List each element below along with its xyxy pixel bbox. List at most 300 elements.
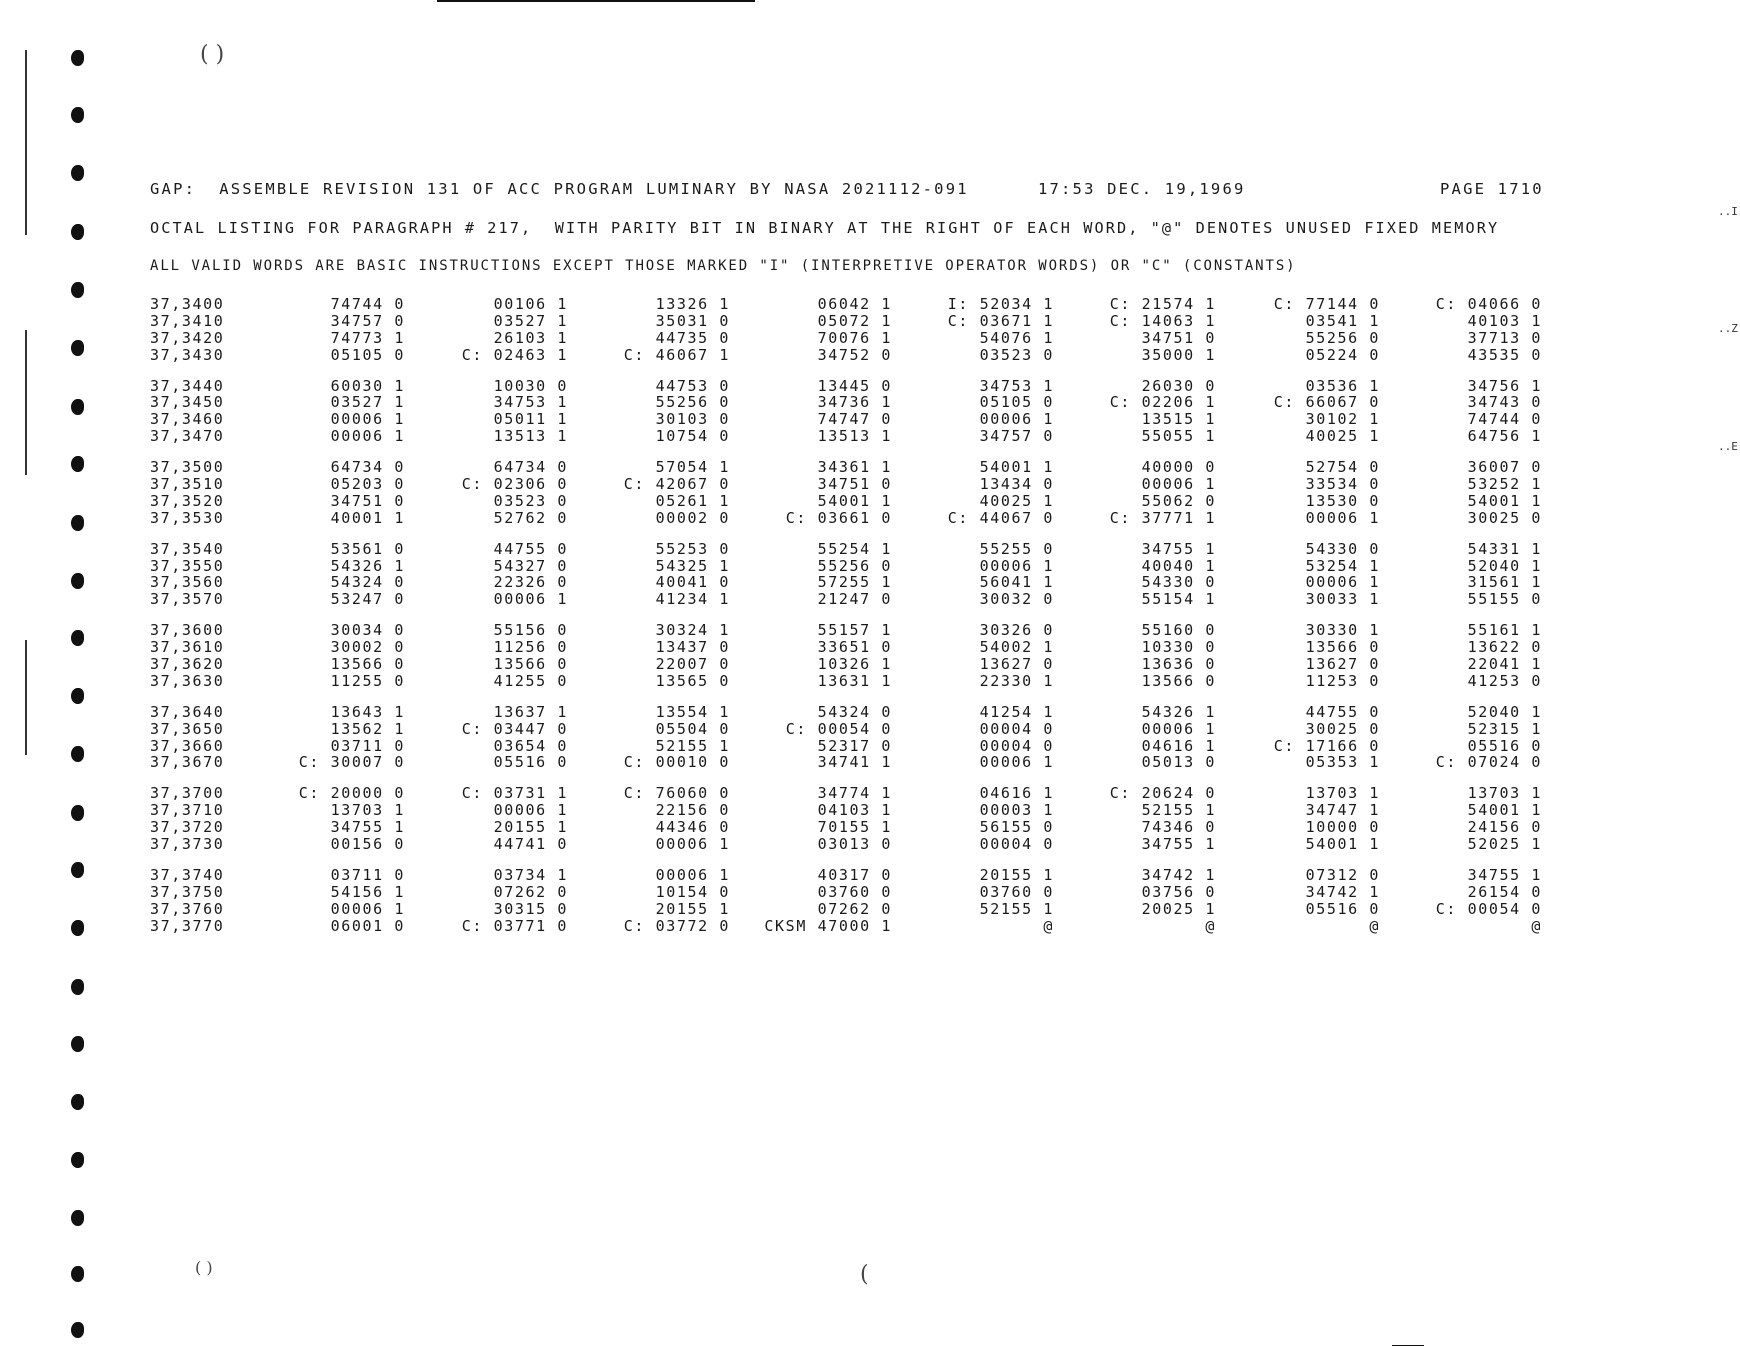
punch-hole: [71, 1266, 84, 1282]
memory-word-cell: 10330 0: [1141, 638, 1216, 657]
memory-word-cell: 00006 1: [493, 590, 568, 609]
address-cell: 37,3410: [150, 311, 225, 330]
memory-word-cell: 13627 0: [1305, 655, 1380, 674]
memory-word-cell: 41255 0: [493, 671, 568, 690]
memory-word-cell: 34774 1: [817, 784, 892, 803]
address-cell: 37,3760: [150, 899, 225, 918]
memory-word-cell: 31561 1: [1467, 573, 1542, 592]
memory-word-cell: 52762 0: [493, 508, 568, 527]
memory-word-cell: 34747 1: [1305, 801, 1380, 820]
memory-word-cell: 70155 1: [817, 818, 892, 837]
address-cell: 37,3560: [150, 573, 225, 592]
address-cell: 37,3570: [150, 590, 225, 609]
punch-hole: [71, 979, 84, 995]
memory-word-cell: 03527 1: [493, 311, 568, 330]
memory-word-cell: 55253 0: [655, 539, 730, 558]
memory-word-cell: 07262 0: [493, 882, 568, 901]
memory-word-cell: C: 00054 0: [785, 719, 892, 738]
punch-hole: [71, 1322, 84, 1338]
punch-hole: [71, 515, 84, 531]
memory-word-cell: 04616 1: [1141, 736, 1216, 755]
memory-word-cell: 13637 1: [493, 702, 568, 721]
punch-hole: [71, 1036, 84, 1052]
memory-word-cell: 34752 0: [817, 345, 892, 364]
scribble-mark: ( ): [195, 1258, 213, 1277]
memory-word-cell: 54001 1: [979, 458, 1054, 477]
memory-word-cell: 13566 0: [330, 655, 405, 674]
memory-word-cell: 03711 0: [330, 865, 405, 884]
memory-word-cell: C: 03731 1: [461, 784, 568, 803]
memory-word-cell: 55155 0: [1467, 590, 1542, 609]
memory-word-cell: 35031 0: [655, 311, 730, 330]
memory-word-cell: 03734 1: [493, 865, 568, 884]
memory-word-cell: 13703 1: [330, 801, 405, 820]
memory-word-cell: 34755 1: [1467, 865, 1542, 884]
memory-word-cell: 33651 0: [817, 638, 892, 657]
punch-hole: [71, 1094, 84, 1110]
address-cell: 37,3450: [150, 393, 225, 412]
memory-word-cell: 64734 0: [330, 458, 405, 477]
memory-word-cell: 44755 0: [1305, 702, 1380, 721]
memory-word-cell: 03711 0: [330, 736, 405, 755]
memory-word-cell: 00004 0: [979, 719, 1054, 738]
memory-word-cell: C: 37771 1: [1109, 508, 1216, 527]
memory-word-cell: C: 02463 1: [461, 345, 568, 364]
memory-word-cell: 34757 0: [330, 311, 405, 330]
memory-word-cell: 54325 1: [655, 556, 730, 575]
memory-word-cell: 34753 1: [493, 393, 568, 412]
memory-word-cell: 64734 0: [493, 458, 568, 477]
memory-word-cell: 30315 0: [493, 899, 568, 918]
memory-word-cell: 52315 1: [1467, 719, 1542, 738]
memory-word-cell: 34757 0: [979, 427, 1054, 446]
punch-hole: [71, 688, 84, 704]
memory-word-cell: 52155 1: [979, 899, 1054, 918]
memory-word-cell: 40041 0: [655, 573, 730, 592]
edge-mark: ..Z: [1718, 322, 1738, 335]
memory-word-cell: 55161 1: [1467, 621, 1542, 640]
memory-word-cell: 35000 1: [1141, 345, 1216, 364]
memory-word-cell: 34361 1: [817, 458, 892, 477]
memory-word-cell: 33534 0: [1305, 475, 1380, 494]
memory-word-cell: 54331 1: [1467, 539, 1542, 558]
memory-word-cell: 13703 1: [1467, 784, 1542, 803]
memory-word-cell: 20155 1: [979, 865, 1054, 884]
address-cell: 37,3610: [150, 638, 225, 657]
memory-word-cell: 54001 1: [1467, 491, 1542, 510]
memory-word-cell: 10754 0: [655, 427, 730, 446]
scribble-mark: ( ): [200, 42, 225, 67]
memory-word-cell: 22326 0: [493, 573, 568, 592]
memory-word-cell: 00004 0: [979, 736, 1054, 755]
memory-word-cell: 00006 1: [979, 410, 1054, 429]
memory-word-cell: 52155 1: [1141, 801, 1216, 820]
memory-word-cell: 05072 1: [817, 311, 892, 330]
address-cell: 37,3740: [150, 865, 225, 884]
memory-word-cell: 40103 1: [1467, 311, 1542, 330]
memory-word-cell: 55160 0: [1141, 621, 1216, 640]
memory-word-cell: 10154 0: [655, 882, 730, 901]
punch-hole: [71, 1210, 84, 1226]
memory-word-cell: C: 42067 0: [623, 475, 730, 494]
memory-word-cell: 55256 0: [817, 556, 892, 575]
punch-hole: [71, 399, 84, 415]
memory-word-cell: 41254 1: [979, 702, 1054, 721]
memory-word-cell: C: 76060 0: [623, 784, 730, 803]
memory-word-cell: 13562 1: [330, 719, 405, 738]
memory-word-cell: 05516 0: [1467, 736, 1542, 755]
memory-word-cell: 54001 1: [1467, 801, 1542, 820]
memory-word-cell: 13566 0: [1141, 671, 1216, 690]
memory-word-cell: 44735 0: [655, 328, 730, 347]
memory-word-cell: 52040 1: [1467, 556, 1542, 575]
memory-word-cell: C: 02206 1: [1109, 393, 1216, 412]
memory-word-cell: 30034 0: [330, 621, 405, 640]
memory-word-cell: C: 17166 0: [1273, 736, 1380, 755]
memory-word-cell: C: 03671 1: [947, 311, 1054, 330]
memory-word-cell: 74773 1: [330, 328, 405, 347]
memory-word-cell: 13513 1: [817, 427, 892, 446]
address-cell: 37,3520: [150, 491, 225, 510]
memory-word-cell: 10326 1: [817, 655, 892, 674]
memory-word-cell: 34756 1: [1467, 376, 1542, 395]
address-cell: 37,3420: [150, 328, 225, 347]
memory-word-cell: 40025 1: [1305, 427, 1380, 446]
memory-word-cell: 00006 1: [655, 835, 730, 854]
memory-word-cell: 05013 0: [1141, 753, 1216, 772]
memory-word-cell: 20155 1: [493, 818, 568, 837]
memory-word-cell: 13434 0: [979, 475, 1054, 494]
memory-word-cell: 05011 1: [493, 410, 568, 429]
memory-word-cell: 54001 1: [817, 491, 892, 510]
memory-word-cell: 04616 1: [979, 784, 1054, 803]
memory-word-cell: 11253 0: [1305, 671, 1380, 690]
memory-word-cell: 74747 0: [817, 410, 892, 429]
memory-word-cell: 00006 1: [1141, 475, 1216, 494]
memory-word-cell: 13643 1: [330, 702, 405, 721]
memory-word-cell: 34742 1: [1305, 882, 1380, 901]
memory-word-cell: 05105 0: [979, 393, 1054, 412]
memory-word-cell: 74744 0: [1467, 410, 1542, 429]
memory-word-cell: 13566 0: [493, 655, 568, 674]
memory-word-cell: 64756 1: [1467, 427, 1542, 446]
memory-word-cell: 52040 1: [1467, 702, 1542, 721]
memory-word-cell: 30324 1: [655, 621, 730, 640]
memory-word-cell: C: 20000 0: [298, 784, 405, 803]
memory-word-cell: 03760 0: [817, 882, 892, 901]
memory-word-cell: 07312 0: [1305, 865, 1380, 884]
memory-word-cell: 05224 0: [1305, 345, 1380, 364]
memory-word-cell: 34743 0: [1467, 393, 1542, 412]
memory-word-cell: 74744 0: [330, 295, 405, 313]
memory-word-cell: 05353 1: [1305, 753, 1380, 772]
memory-word-cell: 22330 1: [979, 671, 1054, 690]
address-cell: 37,3430: [150, 345, 225, 364]
edge-mark: ..E: [1718, 440, 1738, 453]
memory-word-cell: 57054 1: [655, 458, 730, 477]
memory-word-cell: 56155 0: [979, 818, 1054, 837]
memory-word-cell: 13622 0: [1467, 638, 1542, 657]
memory-word-cell: C: 03771 0: [461, 916, 568, 935]
memory-word-cell: 30032 0: [979, 590, 1054, 609]
memory-word-cell: 41253 0: [1467, 671, 1542, 690]
memory-word-cell: 24156 0: [1467, 818, 1542, 837]
memory-word-cell: 03013 0: [817, 835, 892, 854]
header-legend-line: ALL VALID WORDS ARE BASIC INSTRUCTIONS EXCEPT THOSE MARKED "I" (INTERPRETIVE OPERATOR WORDS) OR "C" (CONSTANTS): [150, 258, 1297, 274]
memory-word-cell: 55256 0: [1305, 328, 1380, 347]
memory-word-cell: 00006 1: [979, 556, 1054, 575]
memory-word-cell: 20025 1: [1141, 899, 1216, 918]
memory-word-cell: 10030 0: [493, 376, 568, 395]
address-cell: 37,3500: [150, 458, 225, 477]
punch-hole: [71, 805, 84, 821]
memory-word-cell: 43535 0: [1467, 345, 1542, 364]
memory-word-cell: 30326 0: [979, 621, 1054, 640]
memory-word-cell: 41234 1: [655, 590, 730, 609]
memory-word-cell: 53254 1: [1305, 556, 1380, 575]
memory-word-cell: 10000 0: [1305, 818, 1380, 837]
memory-word-cell: 34742 1: [1141, 865, 1216, 884]
memory-word-cell: 40000 0: [1141, 458, 1216, 477]
scribble-mark: (: [860, 1262, 869, 1287]
memory-word-cell: 53561 0: [330, 539, 405, 558]
memory-word-cell: 05261 1: [655, 491, 730, 510]
memory-word-cell: C: 46067 1: [623, 345, 730, 364]
memory-word-cell: 30103 0: [655, 410, 730, 429]
memory-word-cell: 57255 1: [817, 573, 892, 592]
memory-word-cell: 03760 0: [979, 882, 1054, 901]
address-cell: 37,3620: [150, 655, 225, 674]
memory-word-cell: 55256 0: [655, 393, 730, 412]
address-cell: 37,3510: [150, 475, 225, 494]
margin-rule: [25, 330, 27, 475]
memory-word-cell: C: 04066 0: [1435, 295, 1542, 313]
memory-word-cell: 54324 0: [817, 702, 892, 721]
address-cell: 37,3700: [150, 784, 225, 803]
address-cell: 37,3720: [150, 818, 225, 837]
memory-word-cell: 13703 1: [1305, 784, 1380, 803]
memory-word-cell: C: 00010 0: [623, 753, 730, 772]
memory-word-cell: C: 44067 0: [947, 508, 1054, 527]
address-cell: 37,3770: [150, 916, 225, 935]
punch-hole: [71, 165, 84, 181]
memory-word-cell: 54156 1: [330, 882, 405, 901]
top-rule: [437, 0, 755, 2]
memory-word-cell: 21247 0: [817, 590, 892, 609]
memory-word-cell: 11255 0: [330, 671, 405, 690]
memory-word-cell: 44741 0: [493, 835, 568, 854]
memory-word-cell: 13565 0: [655, 671, 730, 690]
memory-word-cell: 34751 0: [330, 491, 405, 510]
memory-word-cell: 06042 1: [817, 295, 892, 313]
memory-word-cell: 55157 1: [817, 621, 892, 640]
punch-hole: [71, 282, 84, 298]
punch-hole: [71, 573, 84, 589]
punch-hole: [71, 1152, 84, 1168]
address-cell: 37,3710: [150, 801, 225, 820]
memory-word-cell: 26103 1: [493, 328, 568, 347]
memory-word-cell: 40317 0: [817, 865, 892, 884]
memory-word-cell: 55062 0: [1141, 491, 1216, 510]
memory-word-cell: C: 14063 1: [1109, 311, 1216, 330]
memory-word-cell: 53252 1: [1467, 475, 1542, 494]
address-cell: 37,3630: [150, 671, 225, 690]
punch-hole: [71, 630, 84, 646]
memory-word-cell: 34736 1: [817, 393, 892, 412]
memory-word-cell: 03654 0: [493, 736, 568, 755]
memory-word-cell: C: 03447 0: [461, 719, 568, 738]
memory-word-cell: 30002 0: [330, 638, 405, 657]
memory-word-cell: 54076 1: [979, 328, 1054, 347]
address-cell: 37,3540: [150, 539, 225, 558]
memory-word-cell: 54330 0: [1305, 539, 1380, 558]
page-number: PAGE 1710: [1440, 180, 1544, 198]
memory-word-cell: 30102 1: [1305, 410, 1380, 429]
memory-word-cell: 13437 0: [655, 638, 730, 657]
memory-word-cell: 03523 0: [979, 345, 1054, 364]
memory-word-cell: 20155 1: [655, 899, 730, 918]
memory-word-cell: 03527 1: [330, 393, 405, 412]
memory-word-cell: 54327 0: [493, 556, 568, 575]
memory-word-cell: @: [1369, 916, 1380, 935]
punch-hole: [71, 107, 84, 123]
punch-hole: [71, 456, 84, 472]
address-cell: 37,3640: [150, 702, 225, 721]
memory-word-cell: 30025 0: [1467, 508, 1542, 527]
memory-word-cell: 52025 1: [1467, 835, 1542, 854]
memory-word-cell: C: 20624 0: [1109, 784, 1216, 803]
memory-word-cell: 07262 0: [817, 899, 892, 918]
memory-word-cell: 40025 1: [979, 491, 1054, 510]
punch-hole: [71, 746, 84, 762]
memory-word-cell: 05516 0: [493, 753, 568, 772]
memory-word-cell: 40040 1: [1141, 556, 1216, 575]
memory-word-cell: 34751 0: [817, 475, 892, 494]
memory-word-cell: CKSM 47000 1: [764, 916, 892, 935]
memory-word-cell: 55255 0: [979, 539, 1054, 558]
address-cell: 37,3670: [150, 753, 225, 772]
memory-word-cell: 30033 1: [1305, 590, 1380, 609]
memory-word-cell: 13631 1: [817, 671, 892, 690]
memory-word-cell: 54324 0: [330, 573, 405, 592]
header-description-line: OCTAL LISTING FOR PARAGRAPH # 217, WITH PARITY BIT IN BINARY AT THE RIGHT OF EACH WORD, "@" DENOTES UNUSED FIXED MEMORY: [150, 219, 1500, 237]
memory-word-cell: 74346 0: [1141, 818, 1216, 837]
memory-word-cell: 34755 1: [1141, 835, 1216, 854]
address-cell: 37,3530: [150, 508, 225, 527]
memory-word-cell: 55156 0: [493, 621, 568, 640]
address-cell: 37,3650: [150, 719, 225, 738]
memory-word-cell: 55154 1: [1141, 590, 1216, 609]
punch-hole: [71, 862, 84, 878]
memory-word-cell: 44753 0: [655, 376, 730, 395]
address-cell: 37,3470: [150, 427, 225, 446]
punch-hole: [71, 50, 84, 66]
memory-word-cell: 53247 0: [330, 590, 405, 609]
memory-word-cell: @: [1205, 916, 1216, 935]
memory-word-cell: 03523 0: [493, 491, 568, 510]
memory-word-cell: 13515 1: [1141, 410, 1216, 429]
memory-word-cell: 30330 1: [1305, 621, 1380, 640]
memory-word-cell: 00006 1: [1305, 508, 1380, 527]
memory-word-cell: 55254 1: [817, 539, 892, 558]
memory-word-cell: 00006 1: [493, 801, 568, 820]
memory-word-cell: C: 03772 0: [623, 916, 730, 935]
memory-word-cell: 00006 1: [1305, 573, 1380, 592]
address-cell: 37,3660: [150, 736, 225, 755]
memory-word-cell: C: 77144 0: [1273, 295, 1380, 313]
memory-word-cell: 00106 1: [493, 295, 568, 313]
memory-word-cell: 30025 0: [1305, 719, 1380, 738]
memory-word-cell: 00006 1: [979, 753, 1054, 772]
memory-word-cell: 55055 1: [1141, 427, 1216, 446]
margin-rule: [25, 640, 27, 755]
memory-word-cell: 13513 1: [493, 427, 568, 446]
memory-word-cell: 00006 1: [330, 427, 405, 446]
memory-word-cell: C: 30007 0: [298, 753, 405, 772]
punch-hole: [71, 920, 84, 936]
memory-word-cell: 22007 0: [655, 655, 730, 674]
memory-word-cell: 00006 1: [330, 899, 405, 918]
memory-word-cell: 52317 0: [817, 736, 892, 755]
memory-word-cell: 13566 0: [1305, 638, 1380, 657]
header-assembly-line: GAP: ASSEMBLE REVISION 131 OF ACC PROGRAM LUMINARY BY NASA 2021112-091 17:53 DEC. 19,1969: [150, 180, 1246, 198]
memory-word-cell: C: 02306 0: [461, 475, 568, 494]
memory-word-cell: 34753 1: [979, 376, 1054, 395]
memory-word-cell: 26154 0: [1467, 882, 1542, 901]
memory-word-cell: @: [1531, 916, 1542, 935]
address-cell: 37,3400: [150, 295, 225, 313]
memory-word-cell: 13445 0: [817, 376, 892, 395]
memory-word-cell: 03536 1: [1305, 376, 1380, 395]
memory-word-cell: C: 66067 0: [1273, 393, 1380, 412]
memory-word-cell: 44346 0: [655, 818, 730, 837]
memory-word-cell: 00006 1: [330, 410, 405, 429]
memory-word-cell: C: 03661 0: [785, 508, 892, 527]
address-cell: 37,3730: [150, 835, 225, 854]
memory-word-cell: 54326 1: [330, 556, 405, 575]
memory-word-cell: C: 00054 0: [1435, 899, 1542, 918]
memory-word-cell: 05105 0: [330, 345, 405, 364]
memory-word-cell: 13530 0: [1305, 491, 1380, 510]
memory-word-cell: 00006 1: [655, 865, 730, 884]
memory-word-cell: 44755 0: [493, 539, 568, 558]
memory-word-cell: 37713 0: [1467, 328, 1542, 347]
memory-word-cell: 13627 0: [979, 655, 1054, 674]
address-cell: 37,3750: [150, 882, 225, 901]
memory-word-cell: C: 21574 1: [1109, 295, 1216, 313]
margin-rule: [25, 50, 27, 235]
memory-word-cell: 00006 1: [1141, 719, 1216, 738]
memory-word-cell: 40001 1: [330, 508, 405, 527]
memory-word-cell: 52754 0: [1305, 458, 1380, 477]
memory-word-cell: 13636 0: [1141, 655, 1216, 674]
memory-word-cell: I: 52034 1: [947, 295, 1054, 313]
memory-word-cell: 34755 1: [1141, 539, 1216, 558]
memory-word-cell: 13554 1: [655, 702, 730, 721]
memory-word-cell: 05203 0: [330, 475, 405, 494]
address-cell: 37,3440: [150, 376, 225, 395]
memory-word-cell: 22156 0: [655, 801, 730, 820]
memory-word-cell: 03756 0: [1141, 882, 1216, 901]
memory-word-cell: 36007 0: [1467, 458, 1542, 477]
memory-word-cell: 05516 0: [1305, 899, 1380, 918]
memory-word-cell: 54001 1: [1305, 835, 1380, 854]
address-cell: 37,3550: [150, 556, 225, 575]
memory-word-cell: 05504 0: [655, 719, 730, 738]
memory-word-cell: 34741 1: [817, 753, 892, 772]
memory-word-cell: 52155 1: [655, 736, 730, 755]
memory-word-cell: 54326 1: [1141, 702, 1216, 721]
